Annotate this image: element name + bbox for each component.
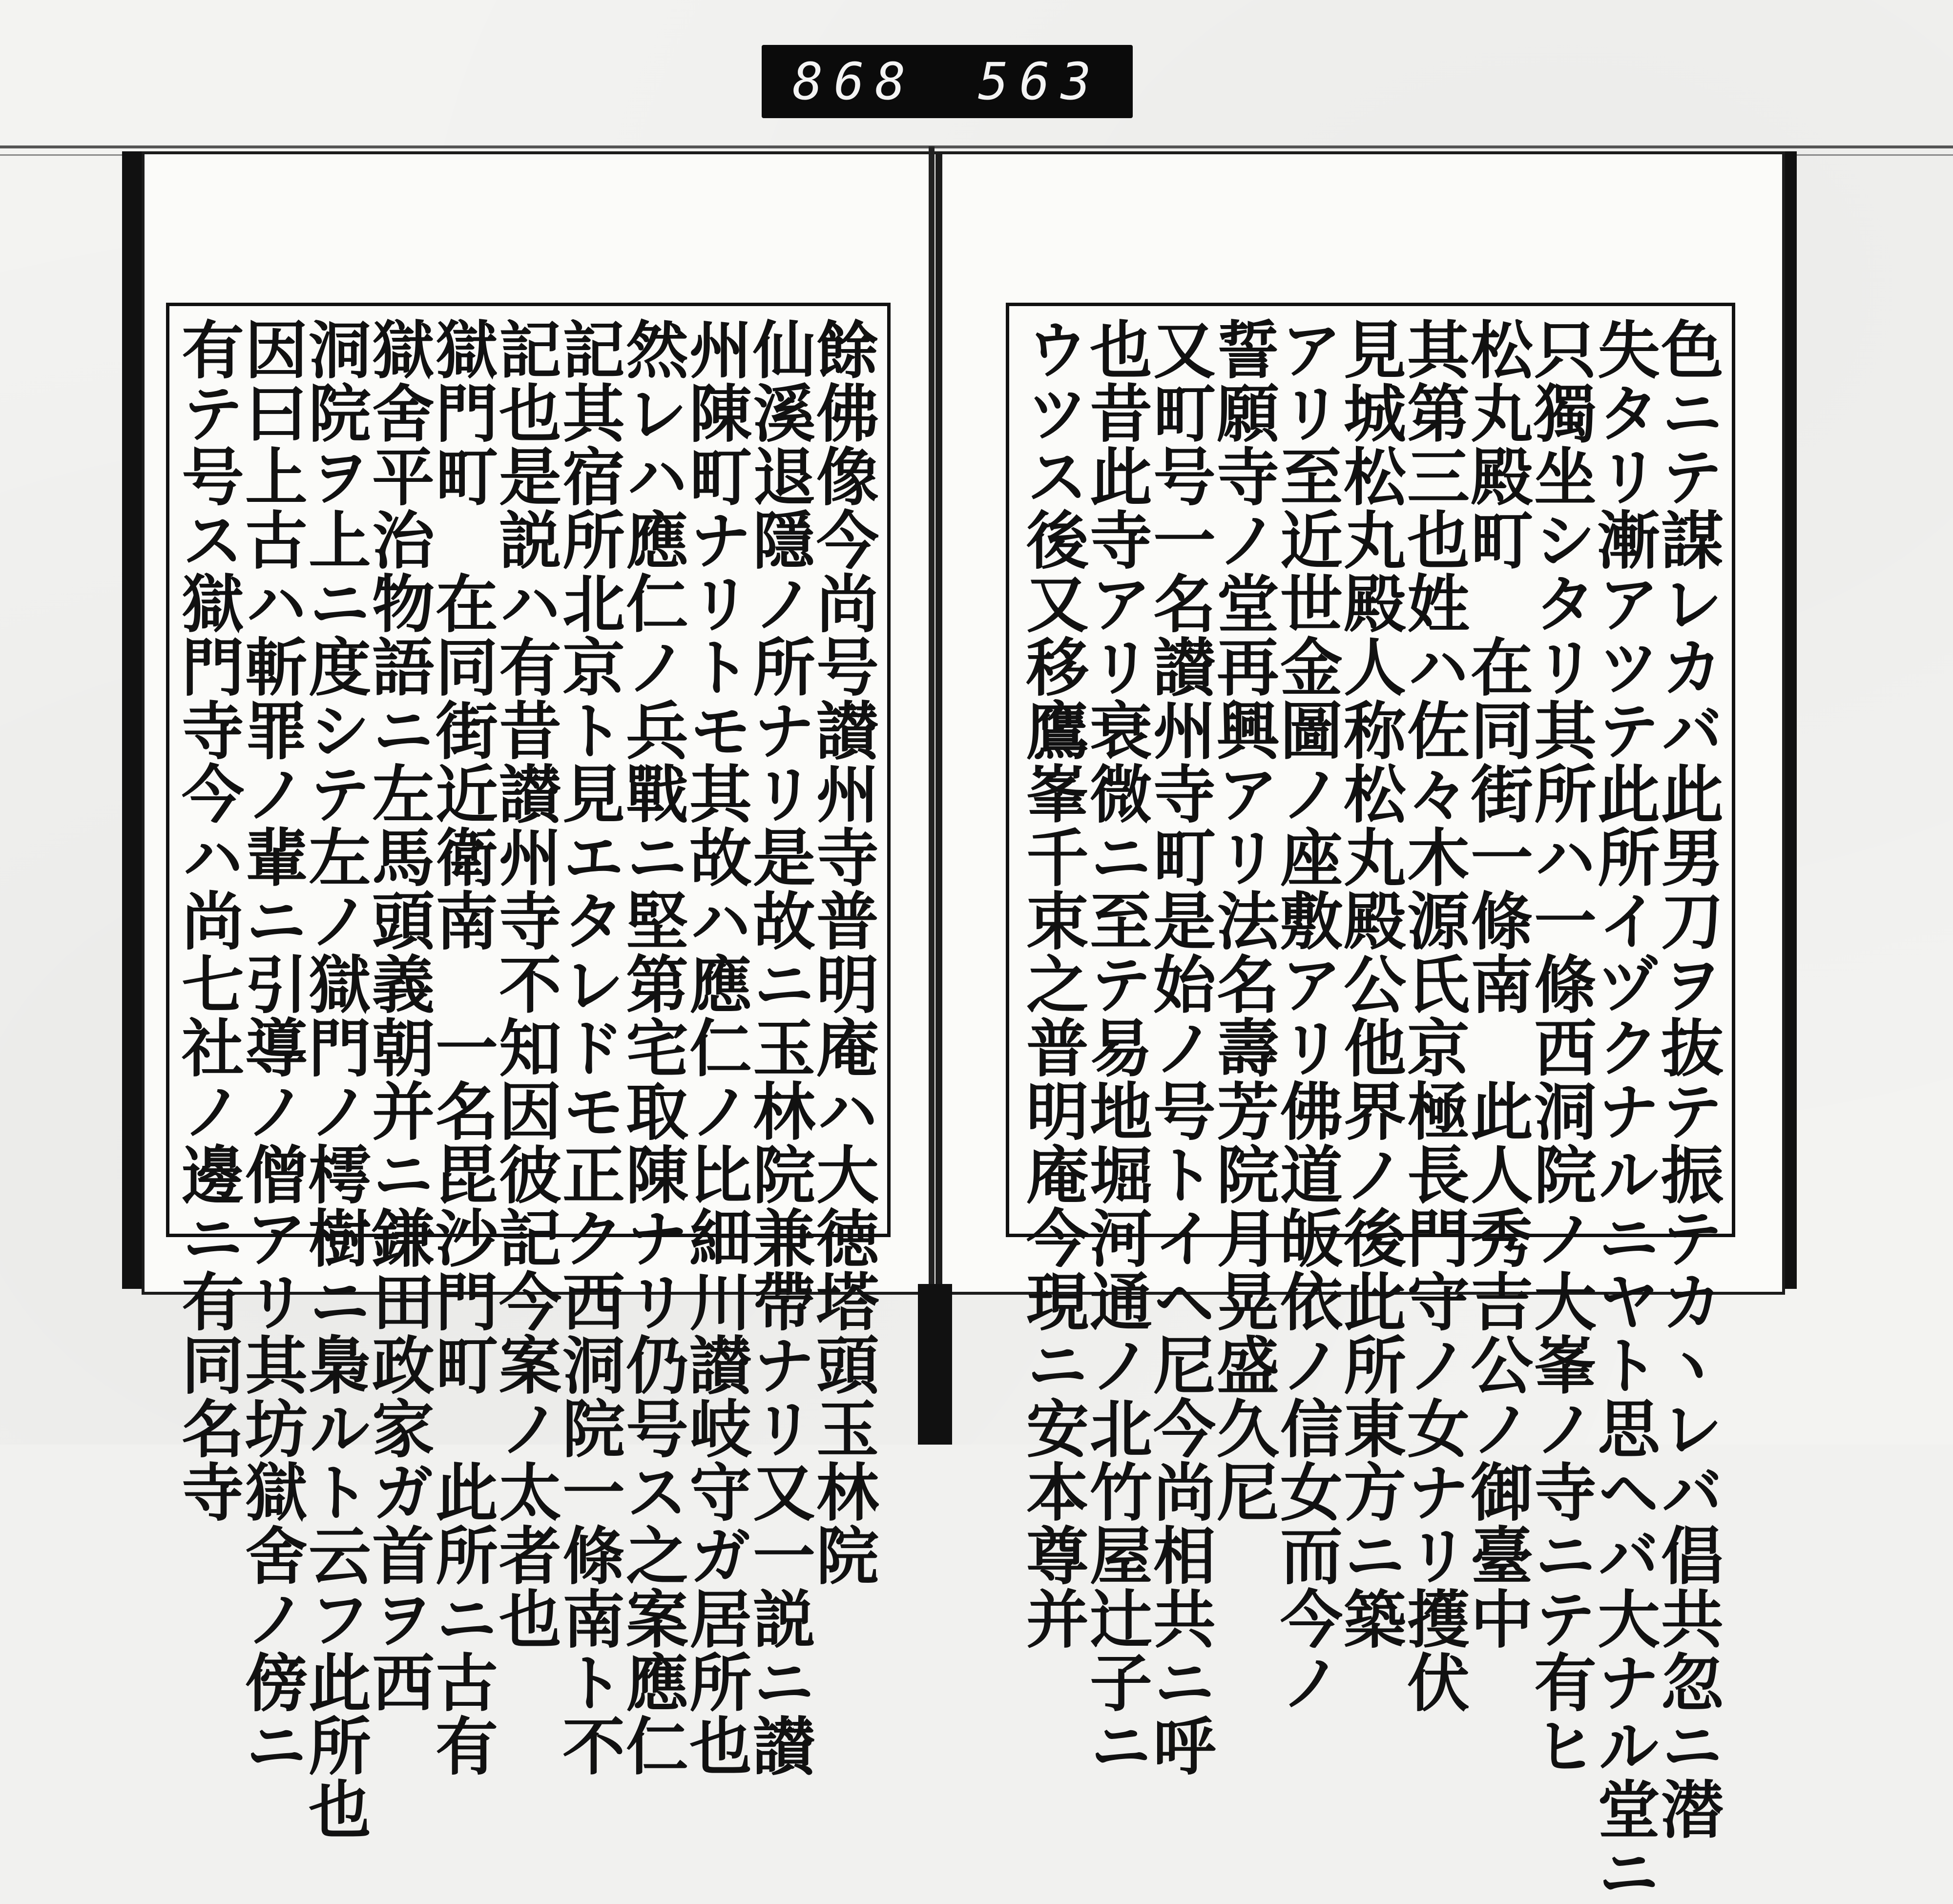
left-page-column: 餘佛像今尚号讃州寺普明庵ハ大徳塔頭玉林院 xyxy=(806,317,879,1587)
left-page-column: 記也是説ハ有昔讃州寺不知因彼記今案ノ太者也 xyxy=(488,317,561,1650)
right-page-column: ウツス後又移鷹峯千束之普明庵今現ニ安本尊并 xyxy=(1016,317,1089,1650)
left-page-column: 獄門町 在同街近衛南 一名毘沙門町 此所ニ古有 xyxy=(425,317,498,1777)
left-page-column: 因曰上古ハ斬罪ノ輩ニ引導ノ僧アリ其坊獄舍ノ傍ニ xyxy=(234,317,308,1777)
right-page-column: 見城松丸殿人称松丸殿公他界ノ後此所東方ニ築 xyxy=(1333,317,1406,1650)
label-left-number: 868 xyxy=(792,52,916,111)
right-page-column: 色ニテ謀レカバ此男刀ヲ抜テ振テカヽレバ倡共忽ニ潜 xyxy=(1650,317,1724,1841)
right-page-column: 又町号一名讃州寺町是始ノ号トイヘ尼今尚相共ニ呼 xyxy=(1143,317,1216,1777)
right-page-column: 也昔此寺アリ衰微ニ至テ易地堀河通ノ北竹屋辻子ニ xyxy=(1079,317,1152,1777)
left-page-column: 記其宿所北京ト見エタレドモ正ク西洞院一條南ト不 xyxy=(552,317,625,1777)
label-right-number: 563 xyxy=(978,52,1102,111)
top-rule xyxy=(0,145,1953,148)
right-page-column: 只獨坐シタリ其所ハ一條西洞院ノ大峯ノ寺ニテ有ヒ xyxy=(1523,317,1597,1777)
right-page-column: アリ至近世金圖ノ座敷アリ佛道皈依ノ信女而今ノ xyxy=(1269,317,1343,1714)
right-page-column: 失タリ漸アツテ此所イヅクナルニヤト思ヘバ大ナル堂ニ xyxy=(1587,317,1660,1904)
left-page-column: 仙溪退隱ノ所ナリ是故ニ玉林院兼帶ナリ又一説ニ讃 xyxy=(742,317,815,1777)
left-page-column: 洞院ヲ上ニ度シテ左ノ獄門ノ樗樹ニ梟ルト云フ此所也 xyxy=(298,317,371,1841)
book-gutter xyxy=(929,146,935,1294)
right-page-column: 其第三也姓ハ佐々木源氏京極長門守ノ女ナリ擭伏 xyxy=(1396,317,1470,1714)
right-page-column: 松丸殿町 在同街一條南 此人秀吉公ノ御臺中 xyxy=(1460,317,1533,1650)
left-page-column: 然レハ應仁ノ兵戰ニ堅第宅取陳ナリ仍号ス之案應仁 xyxy=(615,317,688,1777)
catalog-label xyxy=(762,45,1133,118)
left-page-column: 州陳町ナリトモ其故ハ應仁ノ比細川讃岐守ガ居所也 xyxy=(679,317,752,1777)
book-spine xyxy=(918,1284,952,1445)
right-page-column: 誓願寺ノ堂再興アリ法名壽芳院月晃盛久尼 xyxy=(1206,317,1279,1523)
left-page-column: 有テ号ス獄門寺今ハ尚七社ノ邊ニ有同名寺 xyxy=(171,317,244,1523)
left-page-column: 獄舍平治物語ニ左馬頭義朝并ニ鎌田政家ガ首ヲ西 xyxy=(361,317,435,1714)
